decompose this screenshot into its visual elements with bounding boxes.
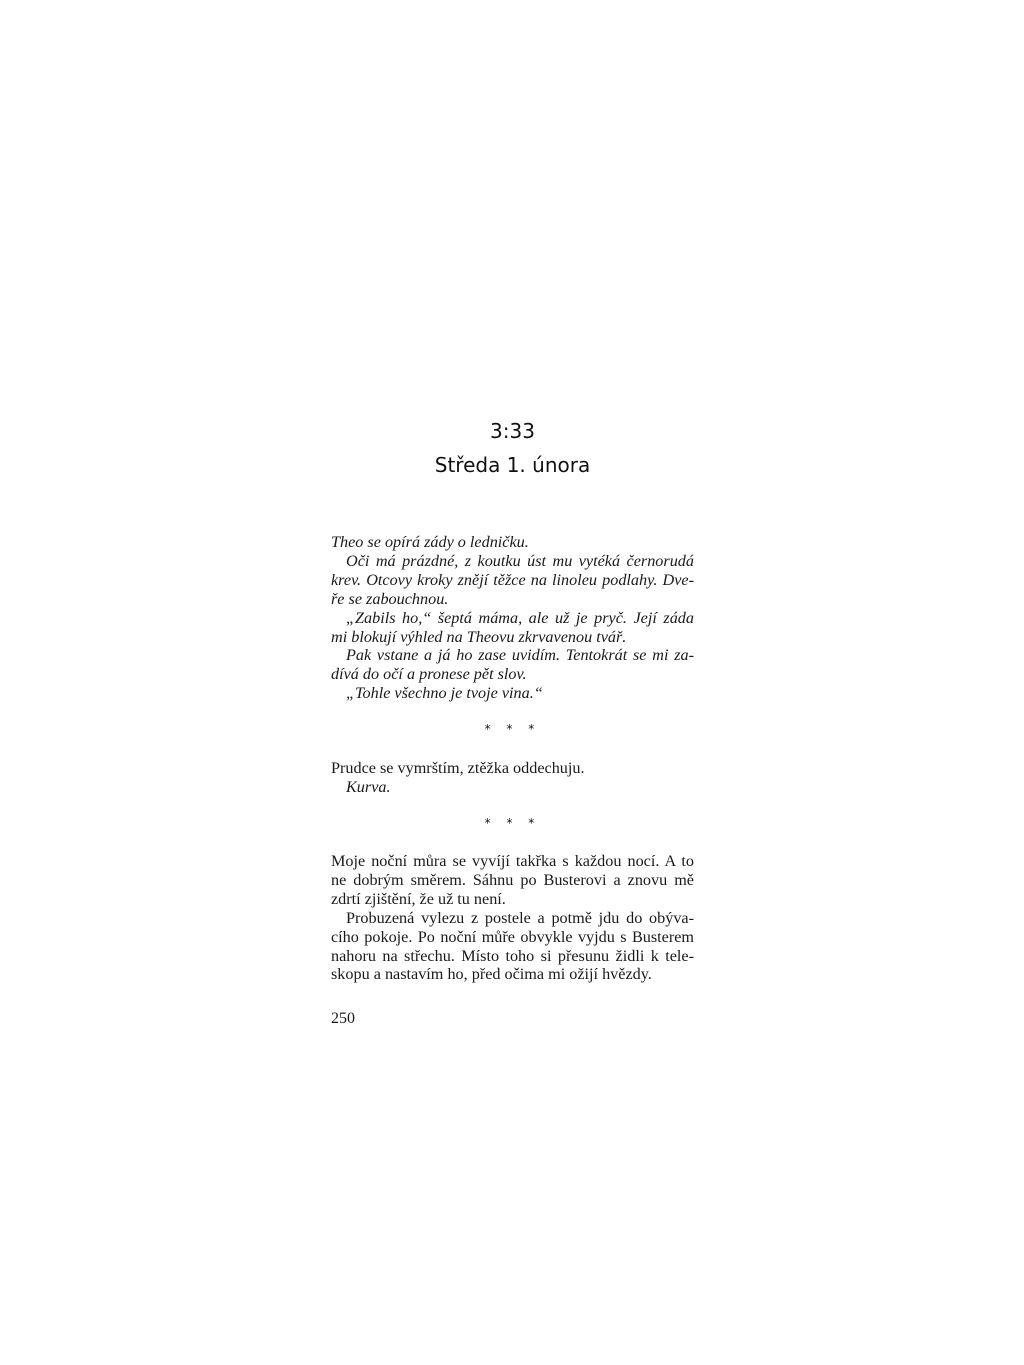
text-line: mi blokují výhled na Theovu zkrvavenou tvář. bbox=[331, 627, 627, 646]
scene-break: * * * bbox=[484, 722, 541, 736]
text-line: Probuzená vylezu z postele a potmě jdu do obýva- bbox=[346, 908, 694, 927]
chapter-time: 3:33 bbox=[490, 419, 535, 443]
text-line: dívá do očí a pronese pět slov. bbox=[331, 665, 527, 684]
text-line: Moje noční můra se vyvíjí takřka s každou nocí. A to bbox=[331, 852, 694, 870]
text-line: Pak vstane a já ho zase uvidím. Tentokrát se mi za- bbox=[346, 646, 694, 665]
night-passage bbox=[331, 852, 694, 984]
text-line: „Tohle všechno je tvoje vina.“ bbox=[346, 684, 543, 703]
page-number: 250 bbox=[331, 1010, 355, 1027]
text-line: cího pokoje. Po noční můře obvykle vyjdu s Busterem bbox=[331, 927, 694, 946]
text-line: skopu a nastavím ho, před očima mi ožijí hvězdy. bbox=[331, 965, 652, 984]
waking-passage bbox=[331, 759, 694, 797]
scene-break: * * * bbox=[484, 816, 541, 830]
text-line: „Zabils ho,“ šeptá máma, ale už je pryč. Její záda bbox=[346, 608, 694, 627]
text-line: zdrtí zjištění, že už tu není. bbox=[331, 889, 506, 908]
chapter-heading bbox=[331, 414, 694, 482]
text-line: Kurva. bbox=[346, 777, 391, 796]
chapter-date: Středa 1. února bbox=[434, 453, 591, 477]
text-line: Oči má prázdné, z koutku úst mu vytéká černorudá bbox=[346, 551, 694, 570]
text-line: ne dobrým směrem. Sáhnu po Busterovi a znovu mě bbox=[331, 870, 694, 889]
text-line: nahoru na střechu. Místo toho si přesunu židli k tele- bbox=[331, 946, 694, 965]
text-line: Theo se opírá zády o ledničku. bbox=[331, 533, 529, 551]
text-line: krev. Otcovy kroky znějí těžce na linoleu podlahy. Dve- bbox=[331, 570, 694, 589]
text-line: ře se zabouchnou. bbox=[331, 589, 449, 608]
text-line: Prudce se vymrštím, ztěžka oddechuju. bbox=[331, 759, 585, 777]
dream-passage bbox=[331, 533, 694, 703]
book-page bbox=[331, 0, 694, 1365]
